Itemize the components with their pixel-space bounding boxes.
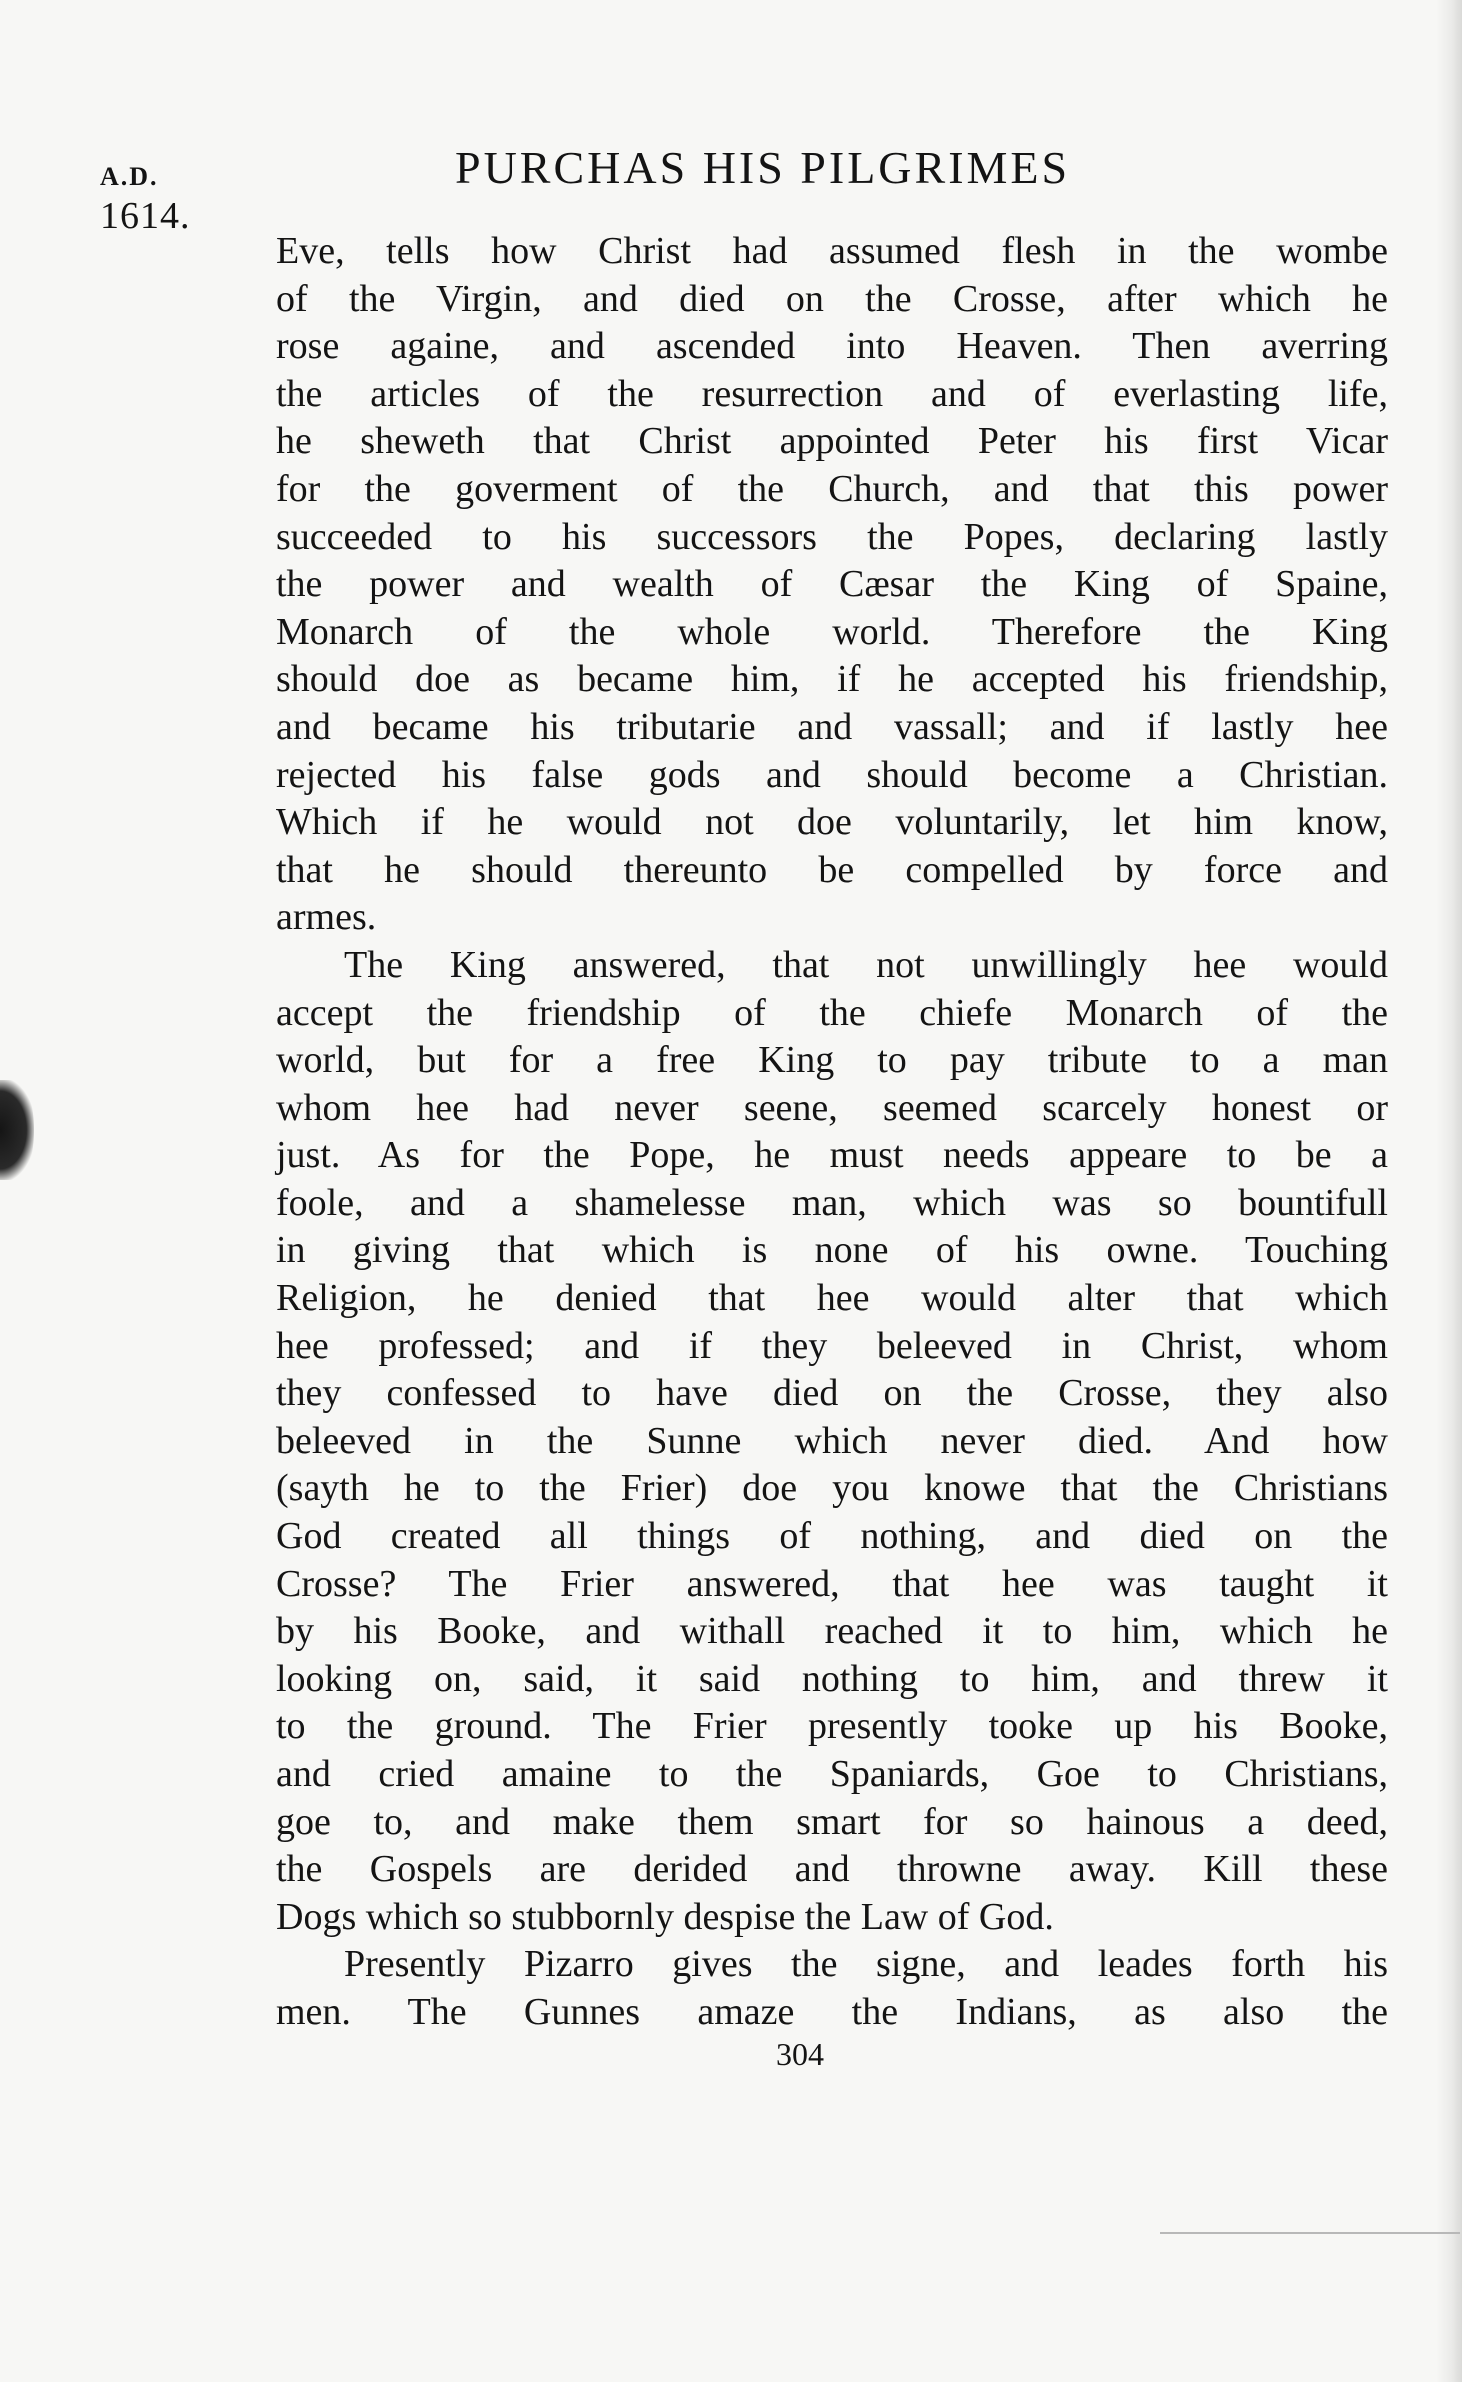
text-line: just. As for the Pope, he must needs appeare to be a	[276, 1134, 1388, 1177]
text-line: looking on, said, it said nothing to him, and threw it	[276, 1657, 1388, 1700]
text-line: (sayth he to the Frier) doe you knowe that the Christians	[276, 1467, 1388, 1510]
text-line: Crosse? The Frier answered, that hee was taught it	[276, 1562, 1388, 1605]
text-line: the power and wealth of Cæsar the King of Spaine,	[276, 563, 1388, 606]
text-line: succeeded to his successors the Popes, declaring lastly	[276, 515, 1388, 558]
text-line: world, but for a free King to pay tribute to a man	[276, 1039, 1388, 1082]
text-line: armes.	[276, 896, 377, 939]
body-text	[276, 228, 1388, 2037]
text-line: and cried amaine to the Spaniards, Goe to Christians,	[276, 1753, 1388, 1795]
paragraph-start-line: The King answered, that not unwillingly hee would	[344, 943, 1388, 986]
text-line: by his Booke, and withall reached it to him, which he	[276, 1610, 1388, 1653]
text-line: Monarch of the whole world. Therefore the King	[276, 610, 1388, 653]
running-head: PURCHAS HIS PILGRIMES	[455, 142, 1071, 193]
text-line: Which if he would not doe voluntarily, let him know,	[276, 801, 1388, 844]
text-line: goe to, and make them smart for so hainous a deed,	[276, 1800, 1388, 1843]
text-line: rose againe, and ascended into Heaven. Then averring	[276, 325, 1388, 368]
text-line: men. The Gunnes amaze the Indians, as also the	[276, 1990, 1388, 2033]
text-line: he sheweth that Christ appointed Peter his first Vicar	[276, 420, 1388, 463]
scan-thumb-shadow	[0, 1080, 34, 1180]
text-line: beleeved in the Sunne which never died. And how	[276, 1419, 1388, 1462]
text-line: Religion, he denied that hee would alter that which	[276, 1277, 1388, 1320]
text-line: in giving that which is none of his owne. Touching	[276, 1229, 1388, 1272]
text-line: God created all things of nothing, and died on the	[276, 1515, 1388, 1558]
margin-era-label: A.D.	[100, 162, 159, 191]
text-line: whom hee had never seene, seemed scarcely honest or	[276, 1086, 1388, 1129]
text-line: the Gospels are derided and throwne away. Kill these	[276, 1848, 1388, 1891]
margin-year: 1614.	[100, 195, 191, 237]
text-line: they confessed to have died on the Crosse, they also	[276, 1372, 1388, 1415]
text-line: that he should thereunto be compelled by force and	[276, 848, 1388, 891]
page-edge-shadow	[1436, 0, 1462, 2382]
text-line: to the ground. The Frier presently tooke up his Booke,	[276, 1705, 1388, 1748]
text-line: hee professed; and if they beleeved in Christ, whom	[276, 1324, 1388, 1367]
text-line: should doe as became him, if he accepted his friendship,	[276, 658, 1388, 701]
footer-rule	[1160, 2232, 1460, 2234]
paragraph-start-line: Presently Pizarro gives the signe, and leades forth his	[344, 1943, 1388, 1986]
text-line: Eve, tells how Christ had assumed flesh in the wombe	[276, 230, 1388, 272]
text-line: accept the friendship of the chiefe Monarch of the	[276, 991, 1388, 1034]
text-line: for the goverment of the Church, and that this power	[276, 467, 1388, 510]
text-line: Dogs which so stubbornly despise the Law of God.	[276, 1895, 1054, 1938]
text-line: the articles of the resurrection and of everlasting life,	[276, 372, 1388, 415]
text-line: foole, and a shamelesse man, which was so bountifull	[276, 1181, 1388, 1224]
text-line: rejected his false gods and should become a Christian.	[276, 753, 1388, 796]
text-line: and became his tributarie and vassall; and if lastly hee	[276, 705, 1388, 748]
text-line: of the Virgin, and died on the Crosse, after which he	[276, 277, 1388, 320]
page-number: 304	[776, 2036, 824, 2072]
